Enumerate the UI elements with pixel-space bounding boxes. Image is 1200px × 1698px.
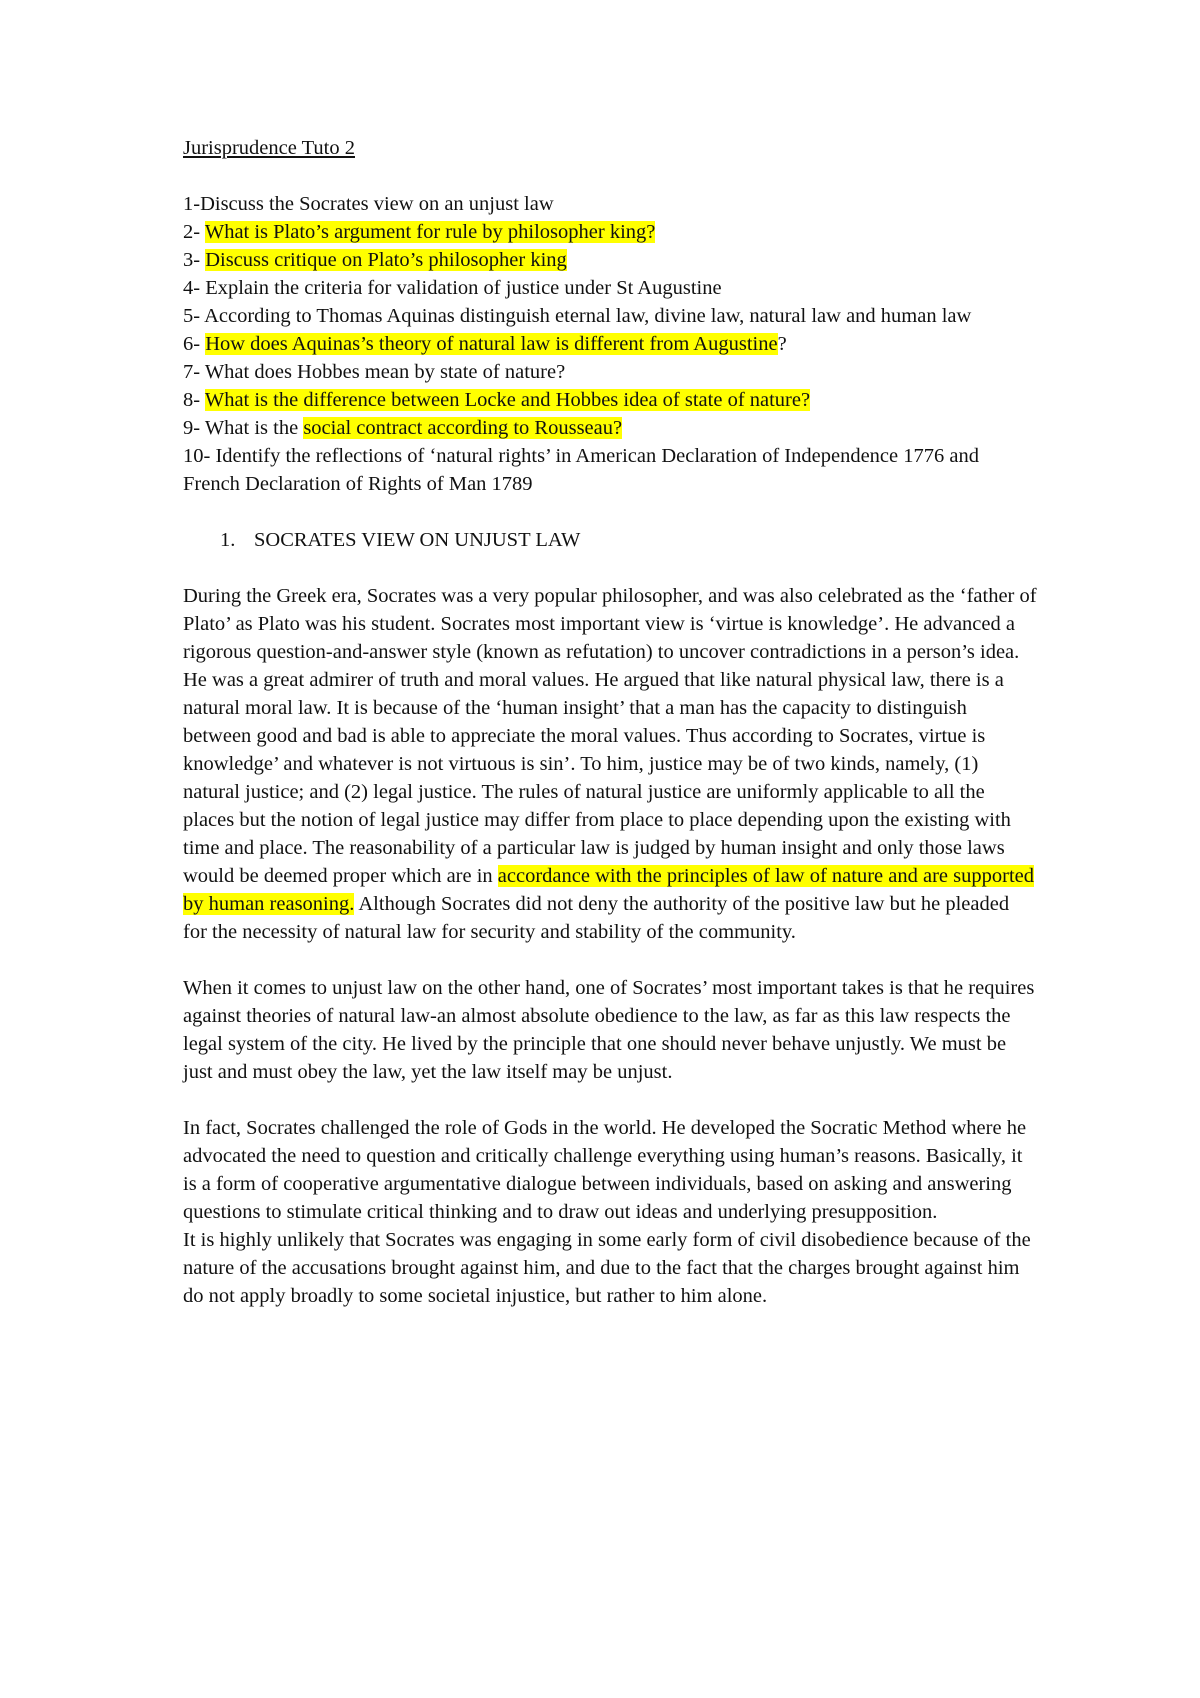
question-6: 6- How does Aquinas’s theory of natural law is different from Augustine? (183, 333, 787, 355)
question-5: 5- According to Thomas Aquinas distinguish eternal law, divine law, natural law and human law (183, 305, 972, 327)
question-3: 3- Discuss critique on Plato’s philosopher king (183, 249, 567, 271)
paragraph-3: In fact, Socrates challenged the role of Gods in the world. He developed the Socratic Method where he advocated the need to question and critically challenge everything using human’s reasons. Basically, it is a form of cooperative argumentative dialogue between individuals, based on asking and answering questions to stimulate critical thinking and to draw out ideas and underlying presupposition. (183, 1117, 1027, 1223)
question-10: 10- Identify the reflections of ‘natural rights’ in American Declaration of Independence 1776 and (183, 445, 979, 467)
question-4: 4- Explain the criteria for validation of justice under St Augustine (183, 277, 722, 299)
question-7: 7- What does Hobbes mean by state of nature? (183, 361, 566, 383)
paragraph-4: It is highly unlikely that Socrates was engaging in some early form of civil disobedience because of the nature of the accusations brought against him, and due to the fact that the charges brought against him do not apply broadly to some societal injustice, but rather to him alone. (183, 1229, 1031, 1307)
question-2: 2- What is Plato’s argument for rule by philosopher king? (183, 221, 656, 243)
highlighted-text: accordance with the principles of law of nature and are supported by human reasoning. (183, 865, 1034, 915)
section-heading (220, 526, 1038, 554)
highlighted-text: How does Aquinas’s theory of natural law is different from Augustine (205, 333, 778, 355)
highlighted-text: What is the difference between Locke and Hobbes idea of state of nature? (204, 389, 811, 411)
question-list (183, 190, 1038, 498)
section-number: 1. (220, 529, 236, 551)
question-9: 9- What is the social contract according to Rousseau? (183, 417, 623, 439)
question-10-continued: French Declaration of Rights of Man 1789 (183, 473, 533, 495)
question-8: 8- What is the difference between Locke and Hobbes idea of state of nature? (183, 389, 811, 411)
document-page (183, 134, 1038, 1310)
section-heading-text: SOCRATES VIEW ON UNJUST LAW (254, 529, 581, 551)
highlighted-text: Discuss critique on Plato’s philosopher king (205, 249, 567, 271)
highlighted-text: social contract according to Rousseau? (303, 417, 623, 439)
document-title: Jurisprudence Tuto 2 (183, 137, 355, 159)
paragraph-2: When it comes to unjust law on the other hand, one of Socrates’ most important takes is that he requires against theories of natural law-an almost absolute obedience to the law, as far as this law respects the legal system of the city. He lived by the principle that one should never behave unjustly. We must be just and must obey the law, yet the law itself may be unjust. (183, 977, 1035, 1083)
paragraph-1: During the Greek era, Socrates was a very popular philosopher, and was also celebrated as the ‘father of Plato’ as Plato was his student. Socrates most important view is ‘virtue is knowledge’. He advanced a rigorous question-and-answer style (known as refutation) to uncover contradictions in a person’s idea. He was a great admirer of truth and moral values. He argued that like natural physical law, there is a natural moral law. It is because of the ‘human insight’ that a man has the capacity to distinguish between good and bad is able to appreciate the moral values. Thus according to Socrates, virtue is knowledge’ and whatever is not virtuous is sin’. To him, justice may be of two kinds, namely, (1) natural justice; and (2) legal justice. The rules of natural justice are uniformly applicable to all the places but the notion of legal justice may differ from place to place depending upon the existing with time and place. The reasonability of a particular law is judged by human insight and only those laws would be deemed proper which are in accordance with the principles of law of nature and are supported by human reasoning. Although Socrates did not deny the authority of the positive law but he pleaded for the necessity of natural law for security and stability of the community. (183, 585, 1037, 943)
question-1: 1-Discuss the Socrates view on an unjust law (183, 193, 554, 215)
highlighted-text: What is Plato’s argument for rule by philosopher king? (204, 221, 656, 243)
